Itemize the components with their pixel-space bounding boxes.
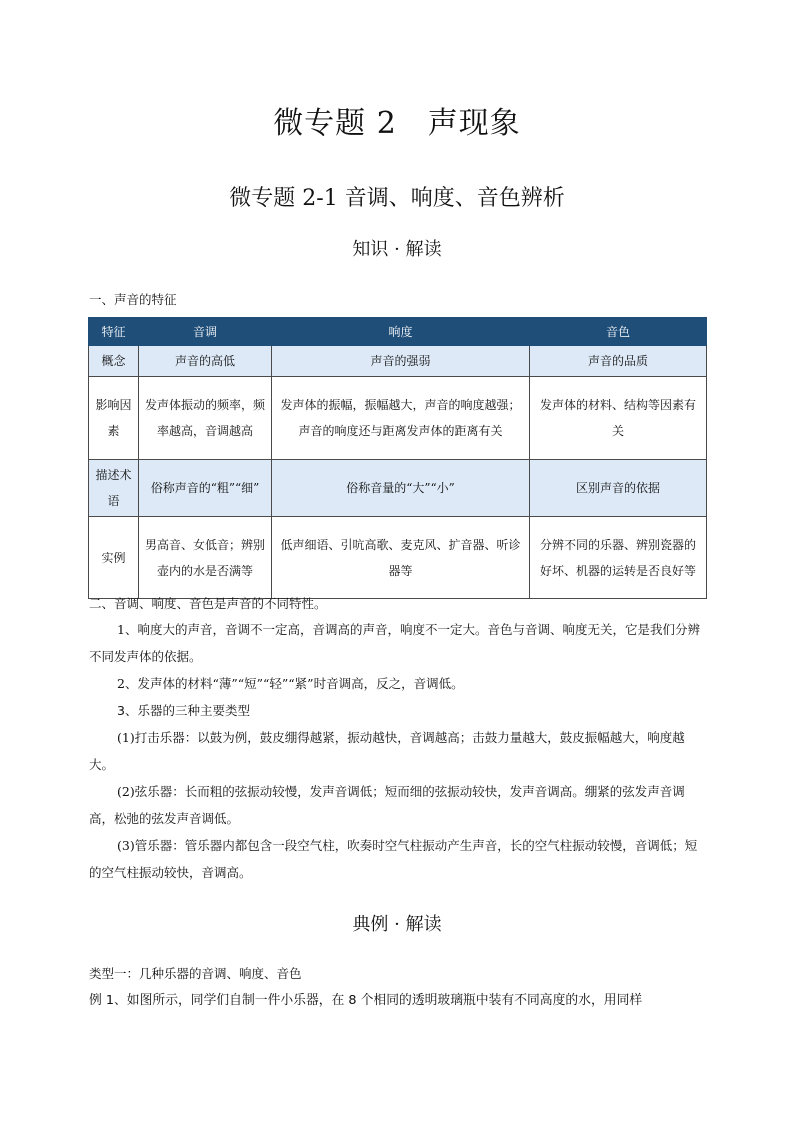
table-cell: 声音的品质 [530,346,707,377]
paragraph-3: 3、乐器的三种主要类型 [117,703,250,718]
paragraph-string: (2)弦乐器：长而粗的弦振动较慢，发声音调低；短而细的弦振动较快，发声音调高。绷紧的弦发声音调高，松弛的弦发声音调低。 [89,784,685,826]
row-label: 实例 [89,517,139,599]
page-title: 微专题 2 声现象 [273,106,521,141]
type-heading: 类型一：几种乐器的音调、响度、音色 [89,966,302,981]
table-header-row [89,318,707,346]
table-cell: 发声体振动的频率，频率越高，音调越高 [139,377,272,460]
table-cell: 分辨不同的乐器、辨别瓷器的好坏、机器的运转是否良好等 [530,517,707,599]
row-label: 概念 [89,346,139,377]
table-row [89,346,707,377]
heading-sound-features: 一、声音的特征 [89,292,177,307]
table-row [89,517,707,599]
table-cell: 发声体的材料、结构等因素有关 [530,377,707,460]
table-cell: 俗称音量的“大”“小” [272,460,530,517]
table-header-cell: 特征 [89,318,139,346]
example-1-text: 例 1、如图所示，同学们自制一件小乐器，在 8 个相同的透明玻璃瓶中装有不同高度的水，用同样 [89,993,643,1008]
table-cell: 发声体的振幅，振幅越大，声音的响度越强；声音的响度还与距离发声体的距离有关 [272,377,530,460]
table-cell: 声音的强弱 [272,346,530,377]
heading-distinct-properties: 二、音调、响度、音色是声音的不同特性。 [89,596,327,611]
section-knowledge-heading: 知识 · 解读 [352,239,442,260]
table-cell: 男高音、女低音；辨别壶内的水是否满等 [139,517,272,599]
table-cell: 声音的高低 [139,346,272,377]
paragraph-wind: (3)管乐器：管乐器内都包含一段空气柱，吹奏时空气柱振动产生声音，长的空气柱振动较慢，音调低；短的空气柱振动较快，音调高。 [89,838,698,880]
paragraph-1: 1、响度大的声音，音调不一定高，音调高的声音，响度不一定大。音色与音调、响度无关，它是我们分辨不同发声体的依据。 [89,622,700,664]
table-row [89,460,707,517]
sound-features-table [88,317,707,599]
table-row [89,377,707,460]
table-header-cell: 音色 [530,318,707,346]
page-subtitle: 微专题 2-1 音调、响度、音色辨析 [229,186,565,211]
paragraph-percussion: (1)打击乐器：以鼓为例，鼓皮绷得越紧，振动越快，音调越高；击鼓力量越大，鼓皮振幅越大，响度越大。 [89,730,685,772]
table-cell: 俗称声音的“粗”“细” [139,460,272,517]
section-example-heading: 典例 · 解读 [352,914,442,935]
paragraph-2: 2、发声体的材料“薄”“短”“轻”“紧”时音调高，反之，音调低。 [117,676,464,691]
table-cell: 区别声音的依据 [530,460,707,517]
table-header-cell: 响度 [272,318,530,346]
table-cell: 低声细语、引吭高歌、麦克风、扩音器、听诊器等 [272,517,530,599]
row-label: 影响因素 [89,377,139,460]
table-header-cell: 音调 [139,318,272,346]
row-label: 描述术语 [89,460,139,517]
